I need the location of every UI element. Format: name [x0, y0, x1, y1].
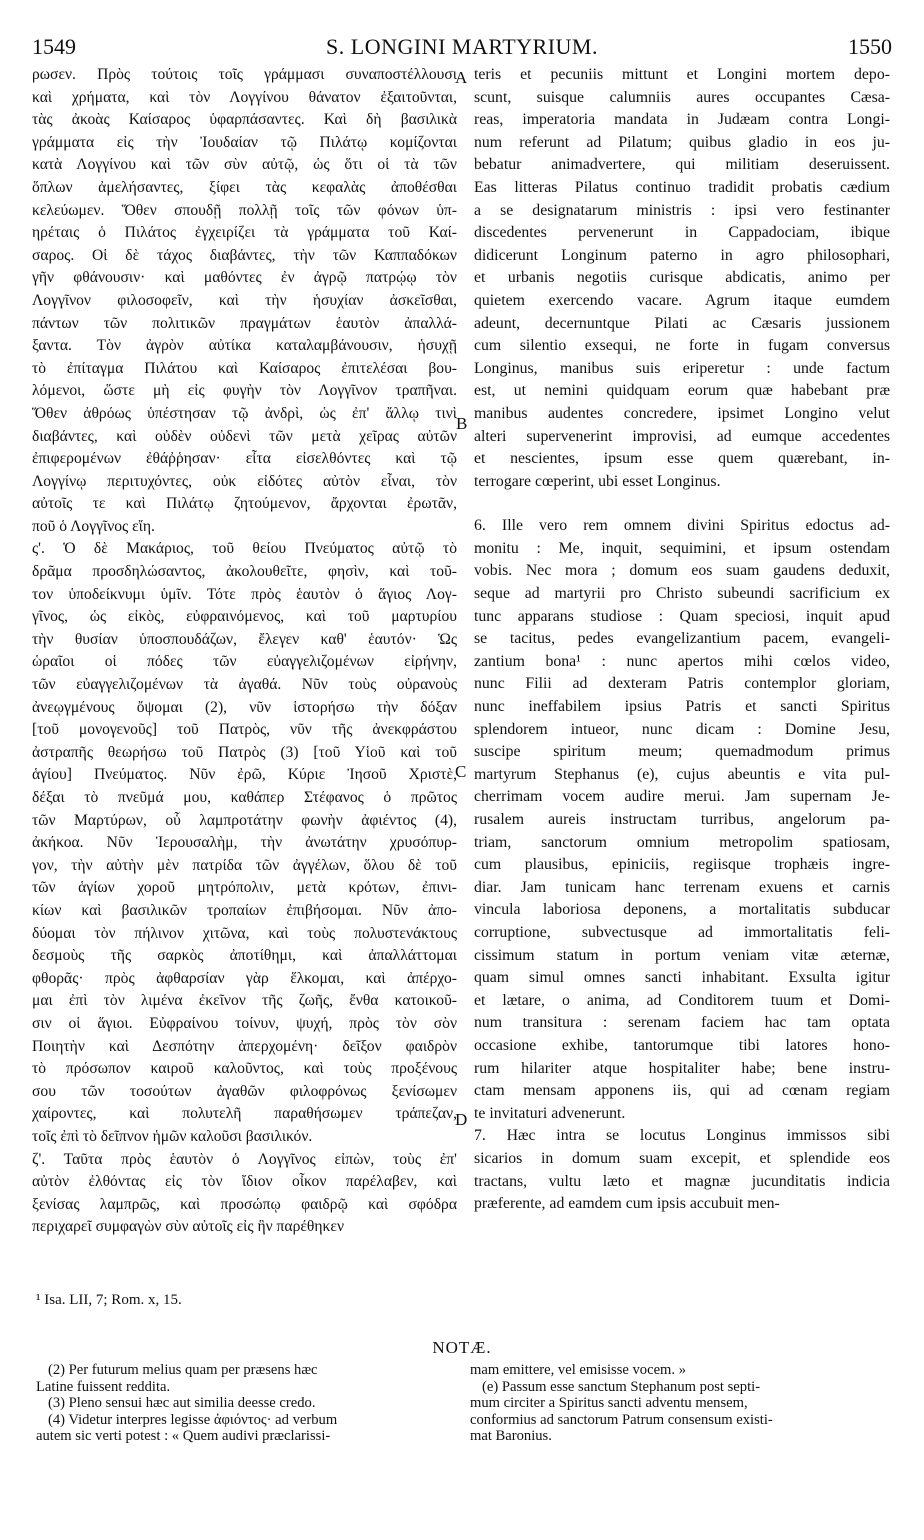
latin-text-line: te invitaturi advenerunt.	[474, 1104, 626, 1122]
running-title: S. LONGINI MARTYRIUM.	[326, 34, 598, 59]
note-line: mam emittere, vel emisisse vocem. »	[470, 1362, 687, 1378]
margin-letter-a: A	[455, 68, 468, 87]
note-line: mum circiter a Spiritus sancti adventu mensem,	[470, 1395, 748, 1412]
greek-text-line: ηρέταις ὁ Πιλάτος ἐγχειρίζει τὰ γράμματα τοῦ Καί-	[32, 224, 457, 242]
page-header	[32, 34, 892, 64]
greek-text-line: πάντων τῶν πολιτικῶν πραγμάτων ἑαυτὸν ἀπαλλά-	[32, 314, 457, 332]
greek-text-line: γον, τὴν αὐτὴν μὲν πατρίδα τῶν ἀγγέλων, ὅλου δὲ τοῦ	[32, 856, 457, 874]
latin-text-line: adeunt, decernuntque Pilati ac Cæsaris jussionem	[474, 314, 890, 332]
greek-text-line: περιχαρεῖ συμφαγὼν σὺν αὐτοῖς εἰς ἣν παρέθηκεν	[32, 1218, 345, 1236]
latin-text-line: triam, sanctorum omnium metropolim spatiosam,	[474, 833, 890, 851]
greek-text-line: ρωσεν. Πρὸς τούτοις τοῖς γράμμασι συναποστέλλουσι	[32, 66, 457, 83]
paragraph-gap	[474, 493, 890, 515]
greek-text-line: ἐπιφερομένων ἐθάῤῥησαν· εἶτα εἰσελθόντες καὶ τῷ	[32, 450, 457, 468]
latin-text-line: cum plausibus, epiniciis, regiisque trophæis ingre-	[474, 856, 890, 874]
greek-text-line: Λογγῖνον φιλοσοφεῖν, καὶ τὴν ἡσυχίαν ἀσκεῖσθαι,	[32, 291, 457, 309]
greek-text-line: τοῖς ἐπὶ τὸ δεῖπνον ἡμῶν καλοῦσι βασιλικόν.	[32, 1127, 313, 1145]
greek-text-line: Λογγίνῳ περιτυχόντες, οὐκ εἰδότες αὐτὸν εἶναι, τὸν	[32, 472, 457, 490]
greek-text-line: αὐτοῖς τε καὶ Πιλάτῳ ζητούμενον, ἄρχονται ἐρωτᾶν,	[32, 495, 457, 513]
latin-text-line: præferente, ad eamdem cum ipsis accubuit men-	[474, 1195, 780, 1213]
greek-text-line: δέξαι τὸ πνεῦμά μου, καθάπερ Στέφανος ὁ πρῶτος	[32, 789, 457, 806]
right-page-number: 1550	[848, 34, 892, 59]
notes-right-column	[470, 1362, 890, 1445]
latin-text-line: bebatur animadvertere, qui militiam deseruissent.	[474, 156, 890, 174]
latin-text-line: teris et pecuniis mittunt et Longini mortem depo-	[474, 66, 890, 83]
latin-text-line: quietem exercendo vacare. Agrum itaque eumdem	[474, 291, 890, 309]
greek-text-line: σαρος. Οἱ δὲ τάχος διαβάντες, τὴν τῶν Καππαδόκων	[32, 246, 457, 264]
latin-text-line: et urbanis negotiis curisque abdicatis, animo per	[474, 269, 890, 287]
greek-text-line: σου τῶν τοσούτων ἀγαθῶν φιλοφρόνως ξενίσωμεν	[32, 1082, 457, 1100]
note-line: conformius ad sanctorum Patrum consensum existi-	[470, 1411, 773, 1428]
note-line: (4) Videtur interpres legisse ἀφιόντος· ad verbum	[48, 1411, 338, 1428]
left-page-number: 1549	[32, 34, 76, 59]
latin-text-column	[474, 64, 890, 1216]
latin-text-line: discedentes pervenerunt in Cappadociam, ibique	[474, 224, 890, 242]
greek-text-line: [τοῦ μονογενοῦς] τοῦ Πατρὸς, νῦν τῆς ἀνεκφράστου	[32, 721, 457, 739]
latin-text-line: se tacitus, pedes evangelizantium pacem, evangeli-	[474, 630, 890, 648]
latin-text-line: et lætare, o anima, ad Conditorem tuum et Domi-	[474, 991, 890, 1009]
greek-text-line: ἀστραπῆς θεωρήσω τοῦ Πατρὸς (3) [τοῦ Υἱοῦ καὶ τοῦ	[32, 743, 457, 761]
latin-text-line: splendorem intueor, nunc dicam : Domine Jesu,	[474, 720, 890, 738]
latin-text-line: 6. Ille vero rem omnem divini Spiritus edoctus ad-	[474, 517, 890, 535]
greek-text-line: ἀκήκοα. Νῦν Ἱερουσαλὴμ, τὴν ἀνωτάτην χρυσόπυρ-	[32, 834, 457, 852]
greek-text-line: αὐτὸν ἐλθόντας εἰς τὸν ἴδιον οἶκον παρέλαβεν, καὶ	[32, 1173, 457, 1191]
greek-text-line: τὸ πρόσωπον καιροῦ καλοῦντος, καὶ τοὺς προξένους	[32, 1060, 457, 1078]
latin-text-line: est, ut nemini quidquam eorum quæ habebant præ	[474, 382, 890, 400]
latin-text-line: manibus audentes concredere, ipsimet Longino velut	[474, 404, 890, 422]
greek-text-line: κελεύωμεν. Ὅθεν σπουδῇ πολλῇ τοῖς τῶν φόνων ὑπ-	[32, 201, 457, 219]
greek-text-line: ξενίσας λαμπρῶς, καὶ προσώπῳ φαιδρῷ καὶ σφόδρα	[32, 1195, 457, 1213]
greek-text-line: σιν οἱ ἅγιοι. Εὐφραίνου τοίνυν, ψυχή, πρὸς τὸν σὸν	[32, 1014, 457, 1032]
latin-text-line: suscipe spiritum meum; quemadmodum primus	[474, 743, 890, 761]
latin-text-line: tunc apparans studiose : Quam speciosi, inquit apud	[474, 607, 890, 625]
latin-text-line: ctam mensam apponens iis, qui ad cœnam regiam	[474, 1082, 890, 1100]
greek-text-line: μαι ἐπὶ τὸν λιμένα ἐκεῖνον τῆς ζωῆς, ἔνθα κατοικοῦ-	[32, 992, 457, 1010]
latin-text-line: vobis. Nec mora ; domum eos suam gaudens deduxit,	[474, 562, 890, 580]
latin-text-line: nunc Filii ad dexteram Patris contemplor gloriam,	[474, 675, 890, 693]
margin-letter-c: C	[455, 762, 467, 781]
greek-text-line: τὸ ἐπίταγμα Πιλάτου καὶ Καίσαρος ἐπιτελέσαι βου-	[32, 359, 457, 377]
latin-text-line: cissimum statum in portum veniam vitæ æternæ,	[474, 946, 890, 964]
latin-text-line: rusalem aureis instructam turribus, angelorum pa-	[474, 811, 890, 828]
latin-text-line: seque ad martyrii pro Christo subeundi sacrificium ex	[474, 585, 890, 603]
greek-text-line: κίων καὶ βασιλικῶν τροπαίων ἐπιβήσομαι. Νῦν ἀπο-	[32, 901, 457, 919]
margin-letter-d: D	[455, 1110, 468, 1129]
latin-text-line: zantium bona¹ : nunc apertos mihi cœlos video,	[474, 652, 890, 670]
greek-text-line: γῆν φθάνουσιν· καὶ μαθόντες ἐν ἀγρῷ πατρῴῳ τὸν	[32, 269, 457, 287]
greek-text-line: τον ὑποδείκνυμι ὑμῖν. Τότε πρὸς ἑαυτὸν ὁ ἅγιος Λογ-	[32, 585, 457, 603]
latin-text-line: quam simul omnes sancti inhabitant. Exsulta igitur	[474, 969, 890, 987]
greek-text-line: καὶ χρήματα, καὶ τὸν Λογγίνου θάνατον ἐξαιτοῦνται,	[32, 88, 457, 106]
greek-text-line: ἁγίου] Πνεύματος. Νῦν ἐρῶ, Κύριε Ἰησοῦ Χριστὲ,	[32, 766, 457, 784]
latin-text-line: 7. Hæc intra se locutus Longinus immissos sibi	[474, 1127, 890, 1145]
greek-text-line: γράμματα εἰς τὴν Ἰουδαίαν τῷ Πιλάτῳ κομίζονται	[32, 133, 457, 151]
greek-text-line: Ποιητὴν καὶ Δεσπότην ἀπερχομένη· δεῖξον φαιδρὸν	[32, 1037, 457, 1055]
greek-text-line: τῶν Μαρτύρων, οὗ λαμπροτάτην φωνὴν ἀφιέντος (4),	[32, 811, 457, 829]
greek-text-line: δεσμοὺς τῆς σαρκὸς ἀποτίθημι, καὶ ἀπαλλάττομαι	[32, 947, 457, 965]
greek-text-line: ξαντα. Τὸν ἀγρὸν αὐτίκα καταλαμβάνουσιν, ἡσυχῇ	[32, 337, 457, 355]
latin-text-line: reas, imperatoria mandata in Judæam contra Longi-	[474, 111, 890, 129]
greek-text-line: ποῦ ὁ Λογγῖνος εἴη.	[32, 517, 155, 535]
greek-text-line: ζ'. Ταῦτα πρὸς ἑαυτὸν ὁ Λογγῖνος εἰπὼν, τοὺς ἐπ'	[32, 1150, 457, 1168]
greek-text-line: κατὰ Λογγίνου καὶ τῶν σὺν αὐτῷ, ὡς ὅτι οἱ τὰ τῶν	[32, 156, 457, 174]
notes-left-column	[36, 1362, 456, 1445]
latin-text-line: sicarios in domum suam excepit, et splendide eos	[474, 1149, 890, 1167]
note-line: (3) Pleno sensui hæc aut similia deesse credo.	[48, 1395, 316, 1412]
greek-text-line: ἀνεῳγμένους ὄψομαι (2), νῦν ἱστορήσω τὴν δόξαν	[32, 698, 457, 716]
greek-text-line: τὴν θυσίαν ὑποσπουδάζων, ἔλεγεν καθ' ἑαυτόν· Ὡς	[32, 630, 457, 648]
latin-text-line: Longinus, manibus suis eriperetur : unde factum	[474, 359, 890, 377]
latin-text-line: martyrum Stephanus (e), cujus abeuntis e vita pul-	[474, 765, 890, 783]
latin-text-line: tractans, vultu læto et magnæ jucunditatis indicia	[474, 1172, 890, 1190]
latin-text-line: cum silentio exsequi, ne forte in fugam conversus	[474, 337, 890, 355]
latin-text-line: didicerunt Longinum paterno in agro philosophari,	[474, 246, 890, 264]
latin-text-line: corruptione, subvectusque ad immortalitatis feli-	[474, 923, 890, 941]
note-line: (e) Passum esse sanctum Stephanum post septi-	[482, 1378, 761, 1395]
greek-text-column	[32, 64, 457, 1239]
latin-text-line: alteri supervenerint improvisi, ad eumque accedentes	[474, 427, 890, 445]
greek-text-line: χαίροντες, καὶ πολυτελῆ παραθήσωμεν τράπεζαν,	[32, 1105, 457, 1123]
latin-text-line: scunt, suisque calumniis aures occupantes Cæsa-	[474, 88, 890, 106]
greek-text-line: τῶν ἁγίων χοροῦ μητρόπολιν, μετὰ κρότων, ἐπινι-	[32, 879, 457, 897]
latin-text-line: terrogare cœperint, ubi esset Longinus.	[474, 472, 721, 490]
latin-text-line: vincula laboriosa deponens, a mortalitatis subducar	[474, 901, 890, 919]
latin-text-line: occasione exhibe, tantorumque tibi latores hono-	[474, 1036, 890, 1054]
latin-text-line: num transitura : serenam faciem hac tam optata	[474, 1014, 890, 1032]
note-line: mat Baronius.	[470, 1428, 552, 1445]
greek-text-line: διαβάντες, καὶ οὐδὲν οὐδενὶ τῶν μετὰ χεῖρας αὐτῶν	[32, 427, 457, 445]
note-line: (2) Per futurum melius quam per præsens hæc	[48, 1362, 318, 1378]
latin-text-line: et nescientes, ipsum esse quem quærebant, in-	[474, 450, 890, 468]
greek-text-line: δύομαι τὸν πήλινον χιτῶνα, καὶ τοὺς πολυστενάκτους	[32, 924, 457, 942]
greek-text-line: γῖνος, ὡς εἰκὸς, εὐφραινόμενος, καὶ τοῦ μαρτυρίου	[32, 608, 457, 626]
latin-text-line: diar. Jam tunicam hanc terrenam exuens et carnis	[474, 878, 890, 896]
greek-text-line: φθορᾶς· πρὸς ἀφθαρσίαν γὰρ ἕλκομαι, καὶ ἀπέρχο-	[32, 969, 457, 987]
latin-text-line: a se designatarum ministris : ipsi vero festinanter	[474, 201, 890, 219]
greek-text-line: δρᾶμα προσδηλώσαντος, ἀκολουθεῖτε, φησὶν, καὶ τοῦ-	[32, 563, 457, 581]
greek-text-line: τῶν εὐαγγελιζομένων τὰ ἀγαθά. Νῦν τοὺς οὐρανοὺς	[32, 676, 457, 694]
latin-text-line: monitu : Me, inquit, sequimini, et ipsum ostendam	[474, 539, 890, 557]
notes-title: NOTÆ.	[432, 1338, 492, 1357]
latin-text-line: nunc ineffabilem ipsius Patris et sancti Spiritus	[474, 698, 890, 716]
note-line: autem sic verti potest : « Quem audivi præclarissi-	[36, 1428, 331, 1445]
footnote: ¹ Isa. LII, 7; Rom. x, 15.	[36, 1292, 182, 1308]
latin-text-line: cherrimam vocem audire merui. Jam supernam Je-	[474, 788, 890, 806]
greek-text-line: λόμενοι, ὥστε μὴ εἰς φυγὴν τὸν Λογγῖνον τραπῆναι.	[32, 382, 457, 400]
margin-letter-b: B	[456, 414, 468, 433]
greek-text-line: ὡραῖοι οἱ πόδες τῶν εὐαγγελιζομένων εἰρήνην,	[32, 653, 457, 671]
latin-text-line: Eas litteras Pilatus continuo tradidit probatis cædium	[474, 178, 890, 196]
greek-text-line: ὅπλων ἀμελήσαντες, ξίφει τὰς κεφαλὰς ἀποθέσθαι	[32, 178, 457, 196]
latin-text-line: num referunt ad Pilatum; quibus gladio in eos ju-	[474, 133, 890, 151]
note-line: Latine fuissent reddita.	[36, 1378, 171, 1395]
greek-text-line: τὰς ἀκοὰς Καίσαρος ὑφαρπάσαντες. Καὶ δὴ βασιλικὰ	[32, 111, 457, 129]
greek-text-line: ς'. Ὁ δὲ Μακάριος, τοῦ θείου Πνεύματος αὐτῷ τὸ	[32, 540, 457, 558]
latin-text-line: rum hilariter atque hospitaliter habe; bene instru-	[474, 1059, 890, 1077]
greek-text-line: Ὅθεν ἀθρόως ὑπέστησαν τῷ ἀνδρὶ, ὡς ἐπ' ἄλλῳ τινὶ	[32, 404, 457, 422]
